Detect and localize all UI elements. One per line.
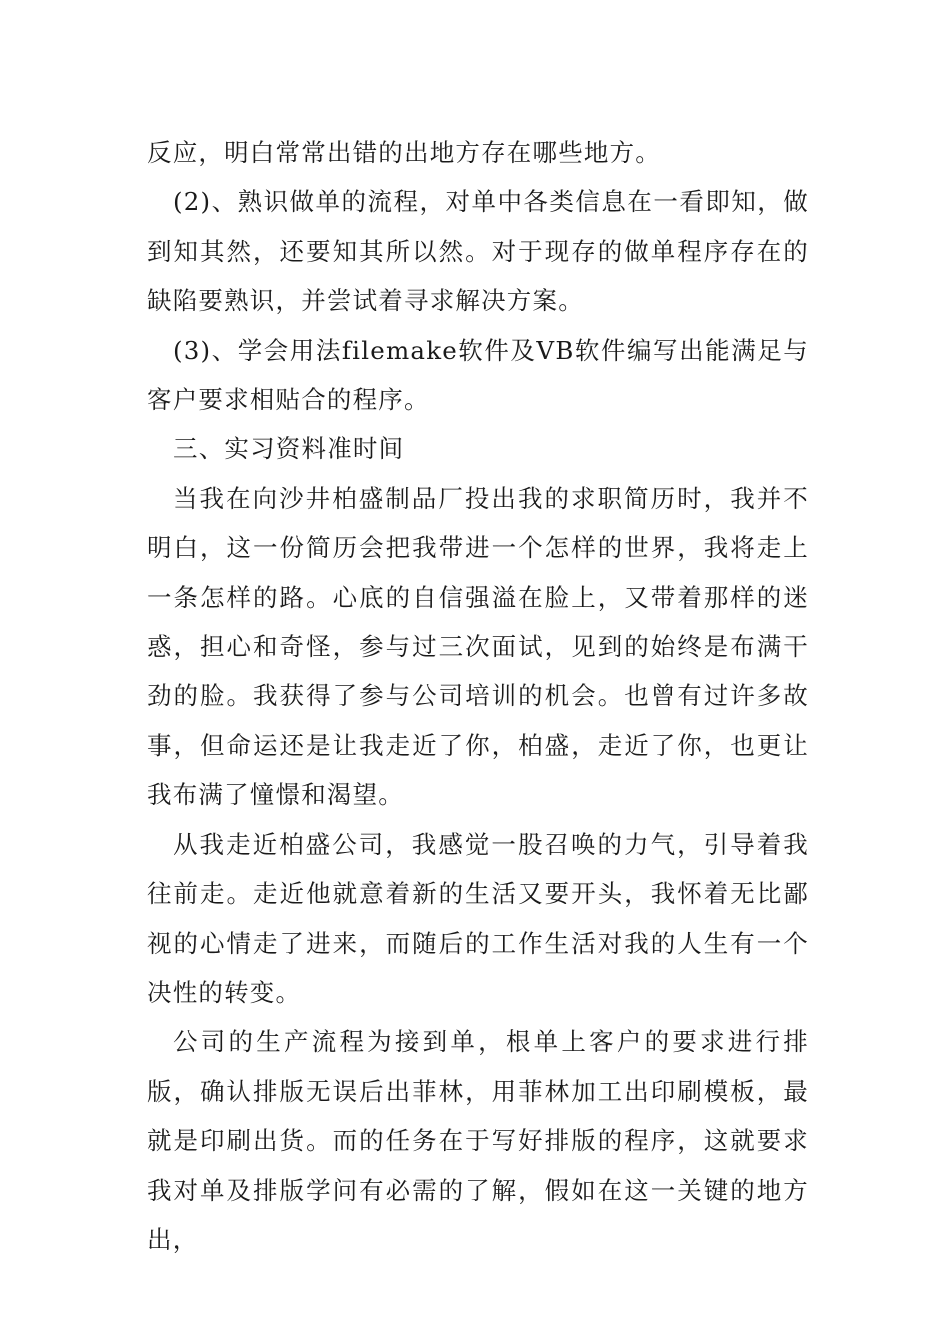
paragraph-item-2: (2)、熟识做单的流程，对单中各类信息在一看即知，做到知其然，还要知其所以然。对于现存的做单程序存在的缺陷要熟识，并尝试着寻求解决方案。 bbox=[147, 187, 809, 316]
paragraph-item-3: (3)、学会用法filemake软件及VB软件编写出能满足与客户要求相贴合的程序。 bbox=[147, 335, 809, 415]
paragraph-body-1: 当我在向沙井柏盛制品厂投出我的求职简历时，我并不明白，这一份简历会把我带进一个怎样的世界，我将走上一条怎样的路。心底的自信强溢在脸上，又带着那样的迷惑，担心和奇怪，参与过三次面试，见到的始终是布满干劲的脸。我获得了参与公司培训的机会。也曾有过许多故事，但命运还是让我走近了你，柏盛，走近了你，也更让我布满了憧憬和渴望。 bbox=[147, 483, 809, 810]
paragraph-continuation: 反应，明白常常出错的出地方存在哪些地方。 bbox=[147, 138, 661, 167]
section-heading: 三、实习资料准时间 bbox=[173, 434, 405, 464]
document-page bbox=[147, 128, 809, 1264]
paragraph-body-2: 从我走近柏盛公司，我感觉一股召唤的力气，引导着我往前走。走近他就意着新的生活又要开头，我怀着无比鄙视的心情走了进来，而随后的工作生活对我的人生有一个决性的转变。 bbox=[147, 829, 809, 1007]
paragraph-body-3: 公司的生产流程为接到单，根单上客户的要求进行排版，确认排版无误后出菲林，用菲林加工出印刷模板，最就是印刷出货。而的任务在于写好排版的程序，这就要求我对单及排版学问有必需的了解，假如在这一关键的地方出， bbox=[147, 1027, 809, 1254]
